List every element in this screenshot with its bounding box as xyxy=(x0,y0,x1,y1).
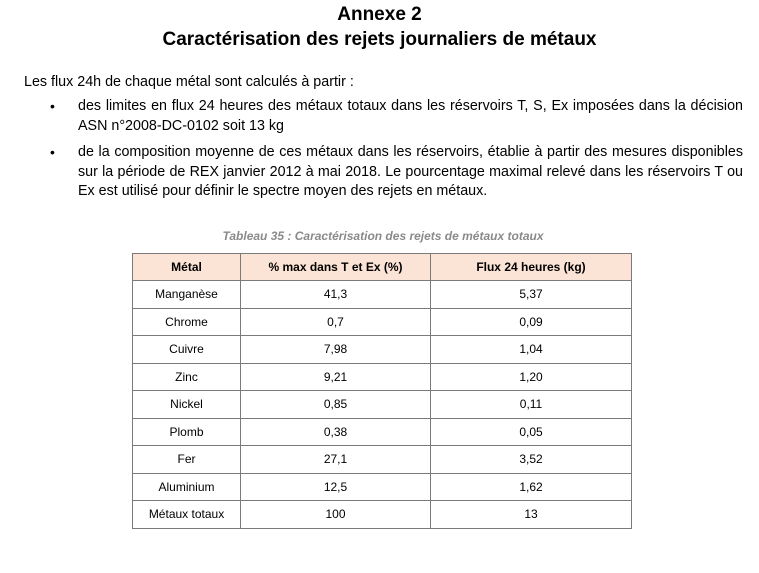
table-header-row xyxy=(133,254,632,281)
metal-cell: Aluminium xyxy=(133,473,241,501)
flux-cell: 0,05 xyxy=(431,418,632,446)
flux-cell: 1,04 xyxy=(431,336,632,364)
metal-cell: Fer xyxy=(133,446,241,474)
table-row xyxy=(133,363,632,391)
table-row xyxy=(133,501,632,529)
percent-cell: 9,21 xyxy=(241,363,431,391)
table-row xyxy=(133,473,632,501)
metals-table xyxy=(132,253,632,529)
annex-number: Annexe 2 xyxy=(337,4,422,25)
table-row xyxy=(133,336,632,364)
table-caption: Tableau 35 : Caractérisation des rejets de métaux totaux xyxy=(222,229,544,243)
column-header-metal: Métal xyxy=(133,254,241,281)
bullet-dot-icon: • xyxy=(50,98,55,114)
table-row xyxy=(133,308,632,336)
bullet-text: des limites en flux 24 heures des métaux totaux dans les réservoirs T, S, Ex imposées dans la décision ASN n°2008-DC-0102 soit 13 kg xyxy=(78,98,743,134)
table-row xyxy=(133,446,632,474)
flux-cell: 5,37 xyxy=(431,281,632,309)
percent-cell: 0,85 xyxy=(241,391,431,419)
bullet-text: de la composition moyenne de ces métaux dans les réservoirs, établie à partir des mesures disponibles sur la période de REX janvier 2012 à mai 2018. Le pourcentage maximal relevé dans les réservoirs T ou Ex est utilisé pour définir le spectre moyen des rejets en métaux. xyxy=(78,144,743,199)
metal-cell: Métaux totaux xyxy=(133,501,241,529)
flux-cell: 1,20 xyxy=(431,363,632,391)
table-row xyxy=(133,391,632,419)
column-header-percent: % max dans T et Ex (%) xyxy=(241,254,431,281)
annex-title: Caractérisation des rejets journaliers de métaux xyxy=(162,29,597,50)
percent-cell: 0,38 xyxy=(241,418,431,446)
metal-cell: Cuivre xyxy=(133,336,241,364)
table-row xyxy=(133,281,632,309)
metal-cell: Zinc xyxy=(133,363,241,391)
flux-cell: 1,62 xyxy=(431,473,632,501)
percent-cell: 41,3 xyxy=(241,281,431,309)
metal-cell: Manganèse xyxy=(133,281,241,309)
table-row xyxy=(133,418,632,446)
percent-cell: 0,7 xyxy=(241,308,431,336)
metal-cell: Nickel xyxy=(133,391,241,419)
flux-cell: 13 xyxy=(431,501,632,529)
bullet-dot-icon: • xyxy=(50,144,55,160)
metal-cell: Plomb xyxy=(133,418,241,446)
intro-paragraph: Les flux 24h de chaque métal sont calculés à partir : xyxy=(24,74,354,90)
percent-cell: 7,98 xyxy=(241,336,431,364)
percent-cell: 27,1 xyxy=(241,446,431,474)
column-header-flux: Flux 24 heures (kg) xyxy=(431,254,632,281)
metal-cell: Chrome xyxy=(133,308,241,336)
flux-cell: 0,11 xyxy=(431,391,632,419)
percent-cell: 12,5 xyxy=(241,473,431,501)
flux-cell: 0,09 xyxy=(431,308,632,336)
flux-cell: 3,52 xyxy=(431,446,632,474)
percent-cell: 100 xyxy=(241,501,431,529)
